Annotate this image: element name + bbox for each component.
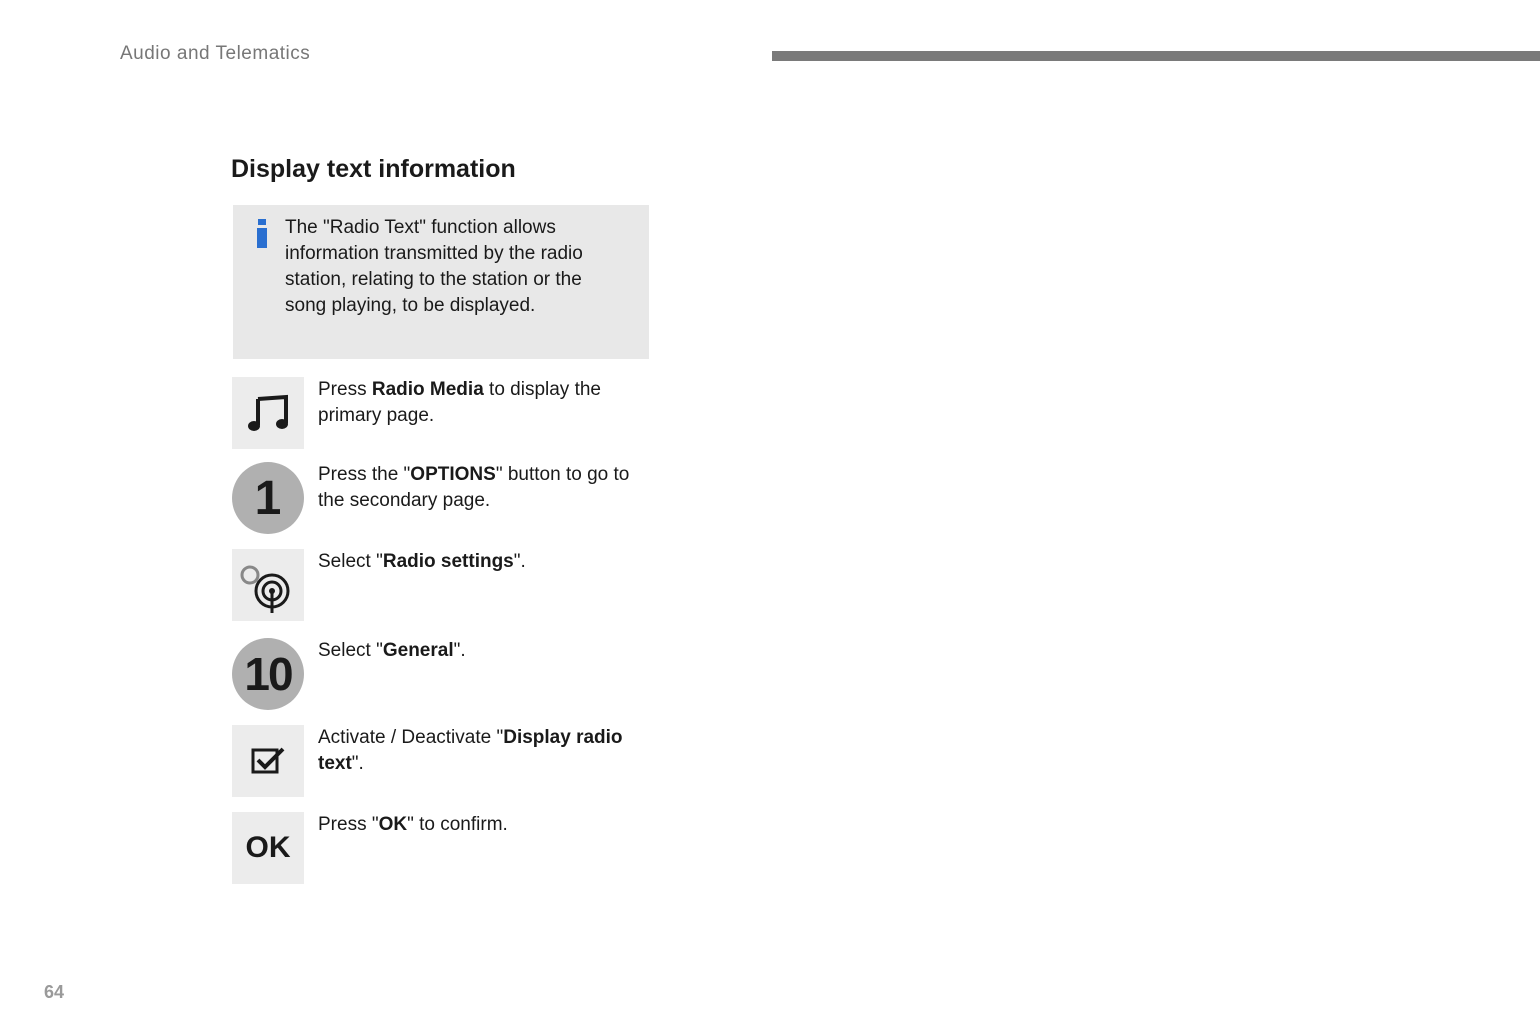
step-text: Select "General". xyxy=(318,640,466,661)
radio-settings-icon xyxy=(232,549,304,621)
step-text: Activate / Deactivate "Display radio text". xyxy=(318,727,623,774)
page-title: Display text information xyxy=(231,155,516,183)
number-10-icon: 10 xyxy=(232,638,304,710)
info-text: The "Radio Text" function allows information transmitted by the radio station, relating to the station or the song playing, to be displayed. xyxy=(285,217,583,316)
step-text: Press the "OPTIONS" button to go to the secondary page. xyxy=(318,464,630,511)
header-bar xyxy=(772,51,1540,61)
page-number: 64 xyxy=(44,982,65,1002)
ok-button-icon: OK xyxy=(232,812,304,884)
checkbox-icon xyxy=(232,725,304,797)
step-text: Press "OK" to confirm. xyxy=(318,814,508,835)
step-text: Press Radio Media to display the primary page. xyxy=(318,379,602,426)
info-box xyxy=(233,205,649,359)
music-note-icon xyxy=(232,377,304,449)
step-text: Select "Radio settings". xyxy=(318,551,526,572)
number-1-icon: 1 xyxy=(232,462,304,534)
section-header-title: Audio and Telematics xyxy=(120,43,311,64)
info-icon xyxy=(255,219,269,249)
